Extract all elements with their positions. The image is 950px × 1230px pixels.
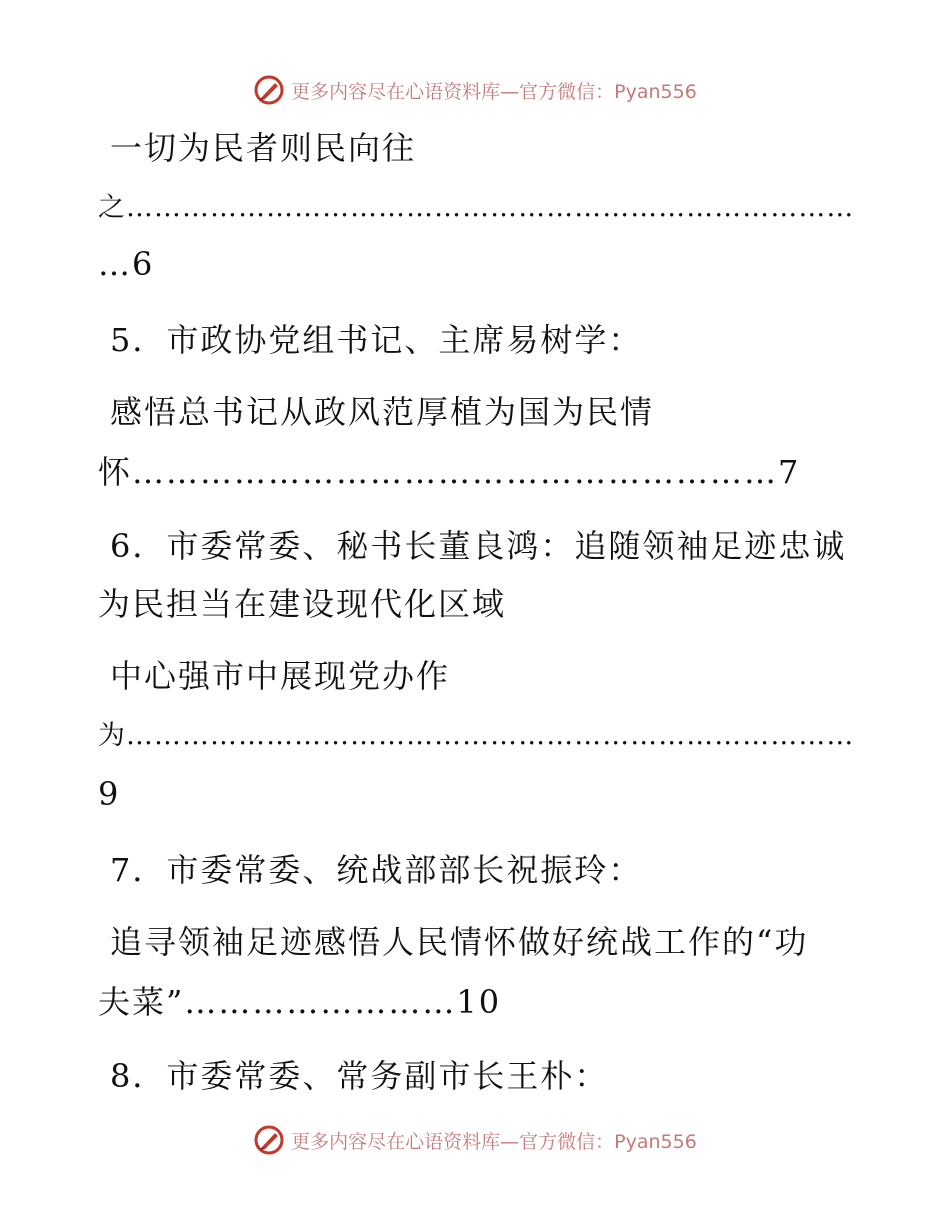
toc-entry-page: 9 <box>98 775 121 813</box>
toc-entry-dots: 为…………………………………………………………………… <box>98 720 855 751</box>
toc-entry-dots: 怀…………………………………………………7 <box>98 453 801 491</box>
pen-seal-icon <box>253 1124 285 1156</box>
footer-watermark <box>0 1120 950 1160</box>
toc-entry-title: 感悟总书记从政风范厚植为国为民情 <box>110 393 655 431</box>
toc-entry-title: 7．市委常委、统战部部长祝振玲： <box>110 851 643 889</box>
toc-entry-title: 中心强市中展现党办作 <box>110 657 451 695</box>
toc-entry-dots: 夫菜”……………………10 <box>98 983 502 1021</box>
watermark-text: 更多内容尽在心语资料库—官方微信：Pyan556 <box>291 80 697 103</box>
toc-entry-title: 6．市委常委、秘书长董良鸿：追随领袖足迹忠诚 <box>110 527 847 565</box>
toc-entry-title: 8．市委常委、常务副市长王朴： <box>110 1057 609 1095</box>
toc-entry-title: 为民担当在建设现代化区域 <box>98 585 507 623</box>
header-watermark <box>0 70 950 110</box>
pen-seal-icon <box>253 74 285 106</box>
watermark-text: 更多内容尽在心语资料库—官方微信：Pyan556 <box>291 1130 697 1153</box>
toc-entry-dots: 之…………………………………………………………………… <box>98 192 855 223</box>
toc-entry-title: 5．市政协党组书记、主席易树学： <box>110 321 643 359</box>
toc-entry-title: 一切为民者则民向往 <box>110 129 417 167</box>
toc-entry-title: 追寻领袖足迹感悟人民情怀做好统战工作的“功 <box>110 923 809 961</box>
toc-entry-page: …6 <box>98 245 155 283</box>
